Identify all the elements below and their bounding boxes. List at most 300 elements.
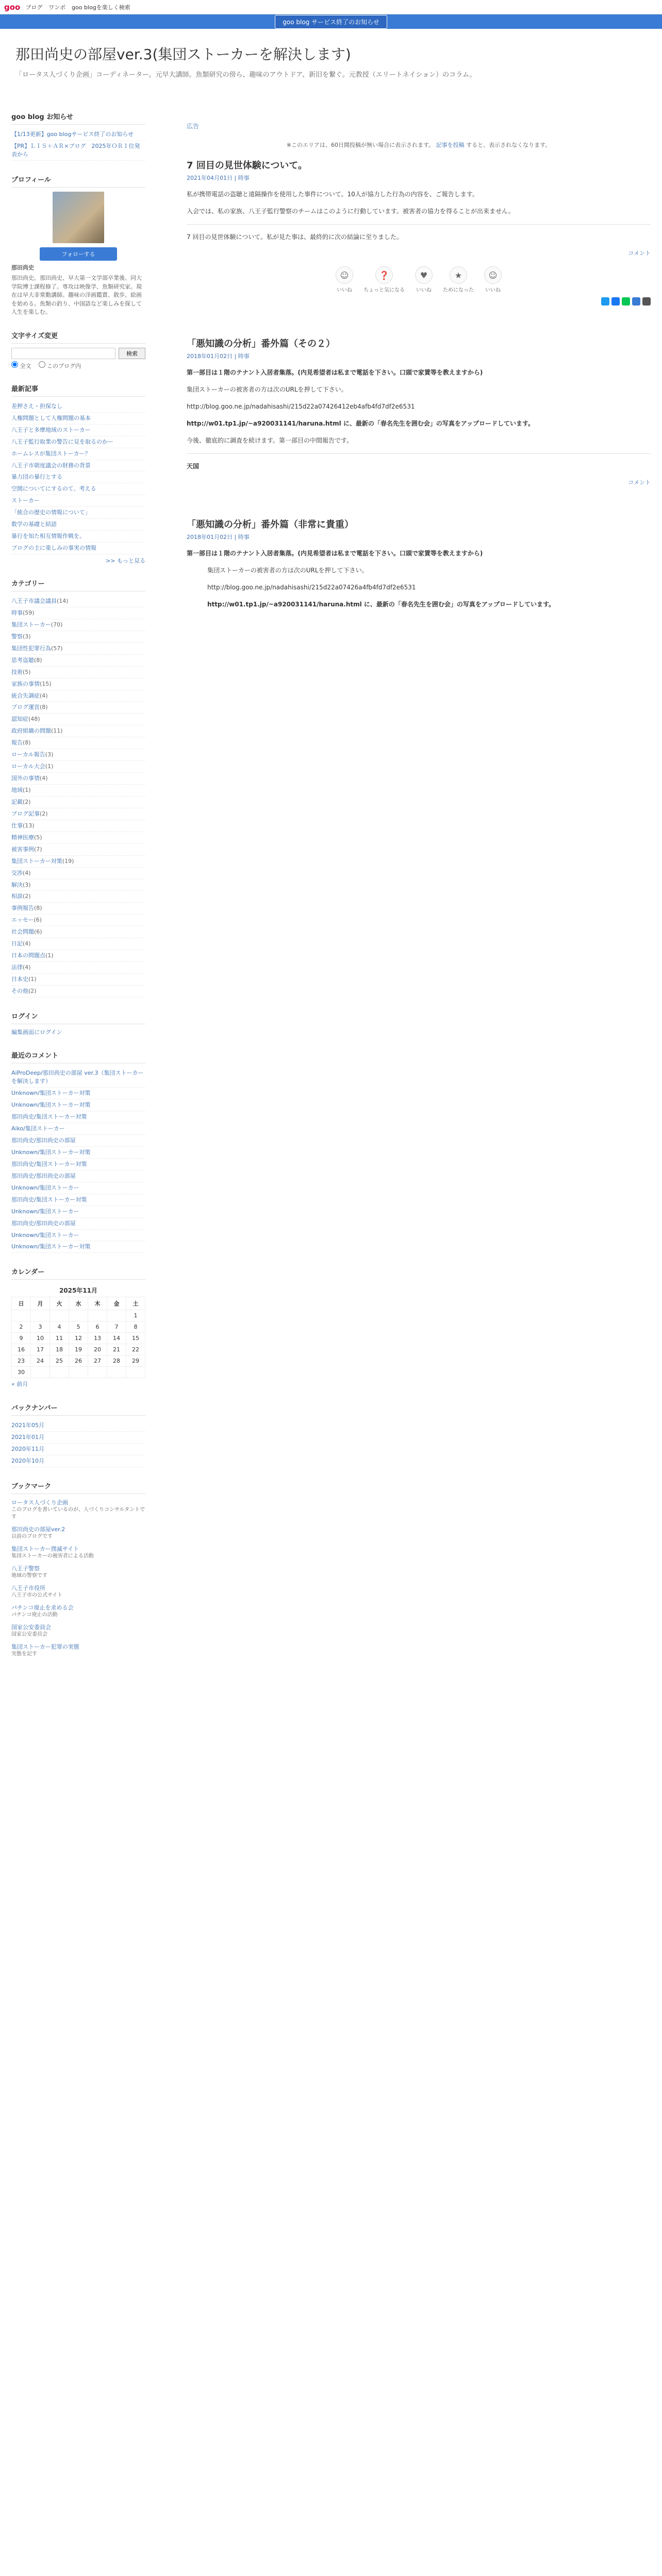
top-link-search[interactable]: goo blogを楽しく検索 (72, 4, 130, 11)
category-count: (3) (23, 881, 31, 888)
category-name[interactable]: 認知症 (11, 716, 28, 723)
category-count: (2) (23, 893, 31, 900)
category-item[interactable] (11, 596, 145, 607)
login-title: ログイン (11, 1011, 145, 1024)
bookmark-link[interactable]: 那田尚史の部屋ver.2 (11, 1526, 65, 1533)
article-paragraph: 7 回目の見世体験について。私が見た事は、最終的に次の結論に至りました。 (187, 233, 403, 241)
category-item[interactable] (11, 725, 145, 737)
category-name[interactable]: 家族の事情 (11, 680, 40, 687)
category-name[interactable]: 集団性犯罪行為 (11, 645, 51, 652)
backnumber-section (11, 1402, 145, 1467)
article-date[interactable]: 2018年01月02日 | 時事 (187, 534, 250, 540)
category-item[interactable] (11, 903, 145, 914)
calendar-day[interactable]: 10 (31, 1333, 50, 1344)
article-title[interactable]: 「悪知識の分析」番外篇（非常に貴重） (187, 519, 354, 530)
inactive-notice (187, 141, 651, 149)
calendar-weekday: 金 (107, 1297, 126, 1310)
category-count: (4) (23, 940, 31, 947)
calendar-day[interactable]: 13 (88, 1333, 107, 1344)
reaction-face-icon: ☺ (336, 266, 353, 284)
radio-blog[interactable] (39, 361, 81, 370)
calendar-prev-link[interactable]: « 前月 (11, 1381, 28, 1388)
reaction-face-icon: ♥ (415, 266, 433, 284)
notice-text: ※このエリアは、60日間投稿が無い場合に表示されます。 (286, 142, 435, 148)
category-name[interactable]: 社会問題 (11, 928, 34, 936)
backnumber-item[interactable]: 2020年10月 (11, 1455, 145, 1467)
category-count: (19) (62, 857, 74, 865)
info-title: goo blog お知らせ (11, 111, 145, 125)
comment-item[interactable]: Aiko/集団ストーカー (11, 1123, 145, 1135)
category-count: (70) (51, 621, 63, 628)
search-button[interactable]: 検索 (119, 348, 145, 359)
category-name[interactable]: 仕事 (11, 822, 23, 829)
category-item[interactable] (11, 962, 145, 974)
category-item[interactable] (11, 785, 145, 796)
category-count: (3) (45, 751, 54, 758)
notice-post-link[interactable]: 記事を投稿 (436, 142, 465, 148)
reaction-label: ためになった (443, 287, 474, 293)
category-name[interactable]: 相談 (11, 893, 23, 900)
calendar-weekday: 水 (69, 1297, 88, 1310)
category-count: (1) (28, 976, 37, 982)
category-name[interactable]: 集団ストーカー対策 (11, 857, 62, 865)
article-link[interactable]: http://blog.goo.ne.jp/nadahisashi/215d22a07426412eb4afb4fd7df2e6531 (187, 403, 415, 410)
calendar-day (107, 1367, 126, 1378)
calendar-day[interactable]: 3 (31, 1321, 50, 1333)
calendar-day (126, 1367, 145, 1378)
comment-item[interactable]: Unknown/集団ストーカー (11, 1230, 145, 1242)
calendar-day[interactable]: 14 (107, 1333, 126, 1344)
calendar-day[interactable]: 7 (107, 1321, 126, 1333)
category-name[interactable]: 日本史 (11, 976, 28, 982)
comment-item[interactable]: Unknown/集団ストーカー対策 (11, 1088, 145, 1099)
category-count: (57) (51, 645, 63, 652)
bookmark-item (11, 1545, 145, 1560)
reaction-button[interactable] (443, 266, 474, 293)
category-item[interactable] (11, 796, 145, 808)
bookmark-section (11, 1481, 145, 1658)
category-count: (6) (34, 917, 42, 924)
login-section (11, 1011, 145, 1037)
calendar-day[interactable]: 9 (12, 1333, 31, 1344)
calendar-day[interactable]: 21 (107, 1344, 126, 1355)
bookmark-desc: このブログを書いているのが、人づくりコンサルタントです (11, 1506, 145, 1520)
calendar-day (31, 1367, 50, 1378)
category-name[interactable]: 報告 (11, 739, 23, 747)
bookmark-title: ブックマーク (11, 1481, 145, 1494)
recent-item[interactable]: ホームレスが集団ストーカー？ (11, 448, 145, 460)
category-item[interactable] (11, 868, 145, 879)
bookmark-desc: 実態を記す (11, 1651, 37, 1657)
follow-button[interactable]: フォローする (40, 247, 117, 261)
bookmark-item (11, 1603, 145, 1619)
reaction-label: いいね (416, 287, 432, 293)
recent-item[interactable]: 数学の基礎と結語 (11, 519, 145, 531)
reaction-button[interactable] (363, 266, 405, 293)
comments-section (11, 1050, 145, 1253)
backnumber-item[interactable]: 2021年01月 (11, 1432, 145, 1444)
calendar-day[interactable]: 22 (126, 1344, 145, 1355)
article-date[interactable]: 2018年01月02日 | 時事 (187, 353, 250, 360)
recent-item[interactable]: 暴力団の暴行とする (11, 471, 145, 483)
calendar-day[interactable]: 2 (12, 1321, 31, 1333)
calendar-day[interactable]: 18 (50, 1344, 69, 1355)
category-item[interactable] (11, 986, 145, 997)
reaction-face-icon: ☺ (484, 266, 502, 284)
calendar-day (31, 1310, 50, 1321)
article-paragraph: http://w01.tp1.jp/~a920031141/haruna.html に、最新の「春名先生を囲む会」の写真をアップロードしています。 (207, 601, 555, 608)
bookmark-link[interactable]: ロータス人づくり企画 (11, 1499, 68, 1506)
calendar-title: カレンダー (11, 1266, 145, 1280)
ad-label[interactable]: 広告 (187, 123, 200, 130)
pocket-share-icon[interactable] (642, 297, 651, 306)
recent-item[interactable]: 暴行を知た相互情報作戦を。 (11, 531, 145, 543)
comment-item[interactable]: Unknown/集団ストーカー (11, 1206, 145, 1218)
comment-item[interactable]: 那田尚史/集団ストーカー対策 (11, 1159, 145, 1171)
comments-title: 最近のコメント (11, 1050, 145, 1063)
comment-item[interactable]: Unknown/集団ストーカー対策 (11, 1099, 145, 1111)
category-item[interactable] (11, 974, 145, 986)
category-item[interactable] (11, 737, 145, 749)
blog-header (0, 29, 662, 111)
article-link[interactable]: http://blog.goo.ne.jp/nadahisashi/215d22a07426a4fb4fd7df2e6531 (207, 584, 416, 591)
calendar-day (88, 1367, 107, 1378)
category-name[interactable]: 思考盗聴 (11, 656, 34, 664)
category-item[interactable] (11, 749, 145, 761)
category-count: (1) (45, 763, 54, 770)
calendar-caption: 2025年11月 (59, 1287, 98, 1295)
category-name[interactable]: 技術 (11, 668, 23, 675)
category-name[interactable]: 政府組織の問題 (11, 727, 51, 735)
profile-name: 那田尚史 (11, 264, 34, 271)
calendar-day[interactable]: 11 (50, 1333, 69, 1344)
divider (187, 453, 651, 454)
category-name[interactable]: エッセー (11, 917, 34, 924)
comment-list (11, 1067, 145, 1253)
category-name[interactable]: 被害事例 (11, 845, 34, 853)
bookmark-item (11, 1498, 145, 1521)
share-buttons (187, 297, 651, 306)
category-count: (13) (23, 822, 35, 829)
category-name[interactable]: ローカル大会 (11, 763, 45, 770)
category-name[interactable]: 記載 (11, 798, 23, 805)
category-count: (2) (28, 987, 37, 994)
category-count: (11) (51, 727, 63, 735)
notice-tail: すると、表示されなくなります。 (466, 142, 551, 148)
category-name[interactable]: 法律 (11, 964, 23, 971)
calendar-section (11, 1266, 145, 1389)
category-name[interactable]: 事例報告 (11, 905, 34, 912)
bookmark-desc: 地域の警察です (11, 1572, 47, 1579)
category-item[interactable] (11, 607, 145, 619)
article (187, 336, 651, 486)
bookmark-link[interactable]: 集団ストーカー犯罪の実態 (11, 1643, 79, 1650)
comment-item[interactable]: 那田尚史/集団ストーカー対策 (11, 1111, 145, 1123)
category-name[interactable]: 精神医療 (11, 834, 34, 841)
comment-item[interactable]: 那田尚史/那田尚史の部屋 (11, 1218, 145, 1230)
calendar-day[interactable]: 4 (50, 1321, 69, 1333)
category-item[interactable] (11, 631, 145, 643)
category-count: (8) (23, 739, 31, 747)
category-count: (4) (40, 775, 48, 782)
comment-link[interactable]: コメント (628, 250, 651, 257)
facebook-share-icon[interactable] (611, 297, 620, 306)
service-end-button[interactable]: goo blog サービス終了のお知らせ (275, 15, 387, 29)
category-item[interactable] (11, 667, 145, 679)
bookmark-desc: 八王子市の公式サイト (11, 1592, 63, 1598)
calendar-day[interactable]: 20 (88, 1344, 107, 1355)
calendar-day[interactable]: 28 (107, 1355, 126, 1367)
article-paragraph: 集団ストーカーの被害者の方は次のURLを押して下さい。 (207, 567, 368, 574)
recent-item[interactable]: 差押さえ・担保なし (11, 401, 145, 413)
bookmark-desc: 国家公安委員会 (11, 1631, 47, 1637)
comment-item[interactable]: Unknown/集団ストーカー (11, 1182, 145, 1194)
recent-more-link[interactable]: >> もっと見る (106, 557, 145, 564)
category-count: (8) (34, 656, 42, 664)
profile-avatar (53, 192, 104, 243)
bookmark-item (11, 1642, 145, 1658)
search-section (11, 330, 145, 370)
calendar-day[interactable]: 1 (126, 1310, 145, 1321)
recent-item[interactable]: 八王子と多摩地域のストーカー (11, 425, 145, 436)
recent-list (11, 401, 145, 554)
category-list (11, 596, 145, 997)
line-share-icon[interactable] (622, 297, 630, 306)
recent-item[interactable]: 八王子市朝度議会の財務の背景 (11, 460, 145, 472)
comment-item[interactable]: AiProDeep/那田尚史の部屋 ver.3（集団ストーカーを解決します） (11, 1067, 145, 1088)
category-item[interactable] (11, 938, 145, 950)
category-item[interactable] (11, 690, 145, 702)
calendar-day[interactable]: 23 (12, 1355, 31, 1367)
category-name[interactable]: 日記 (11, 940, 23, 947)
category-name[interactable]: 集団ストーカー (11, 621, 51, 628)
category-item[interactable] (11, 643, 145, 655)
category-item[interactable] (11, 619, 145, 631)
calendar-day[interactable]: 24 (31, 1355, 50, 1367)
category-count: (2) (40, 810, 48, 817)
info-item[interactable]: 【1/13更新】goo blogサービス終了のお知らせ (11, 129, 145, 141)
top-links (25, 3, 134, 11)
category-count: (4) (23, 964, 31, 971)
category-count: (8) (40, 704, 48, 711)
category-name[interactable]: その他 (11, 987, 28, 994)
category-item[interactable] (11, 702, 145, 714)
article-title[interactable]: 7 回目の見世体験について。 (187, 160, 308, 171)
radio-all-label: 全文 (20, 362, 31, 369)
sidebar (11, 111, 156, 1671)
reaction-face-icon: ★ (450, 266, 467, 284)
backnumber-item[interactable]: 2020年11月 (11, 1444, 145, 1455)
category-name[interactable]: 国外の事情 (11, 775, 40, 782)
hatena-share-icon[interactable] (632, 297, 640, 306)
category-item[interactable] (11, 926, 145, 938)
category-title: カテゴリー (11, 578, 145, 591)
comment-link[interactable]: コメント (628, 479, 651, 486)
recent-item[interactable]: 人権問題として人権問題の基本 (11, 413, 145, 425)
reaction-button[interactable] (415, 266, 433, 293)
comment-item[interactable]: Unknown/集団ストーカー対策 (11, 1241, 145, 1253)
category-item[interactable] (11, 761, 145, 773)
login-link[interactable]: 編集画面にログイン (11, 1028, 62, 1036)
calendar-day[interactable]: 29 (126, 1355, 145, 1367)
bookmark-desc: 以前のブログです (11, 1533, 53, 1539)
calendar-day[interactable]: 6 (88, 1321, 107, 1333)
category-name[interactable]: ブログ運営 (11, 704, 40, 711)
article-body (187, 548, 651, 610)
calendar-day[interactable]: 17 (31, 1344, 50, 1355)
info-item[interactable]: 【PR】ＬＩＳ＋ＡＲ×ブログ 2025年ＯＲ１位発表から (11, 141, 145, 161)
calendar-day[interactable]: 30 (12, 1367, 31, 1378)
category-count: (3) (23, 633, 31, 640)
category-count: (4) (40, 692, 48, 699)
article (187, 158, 651, 306)
category-count: (6) (34, 928, 42, 936)
calendar-day (12, 1310, 31, 1321)
bookmark-desc: パチンコ廃止の活動 (11, 1612, 58, 1618)
comment-item[interactable]: 那田尚史/集団ストーカー対策 (11, 1194, 145, 1206)
radio-blog-label: このブログ内 (47, 362, 81, 369)
calendar-day[interactable]: 15 (126, 1333, 145, 1344)
category-item[interactable] (11, 820, 145, 832)
calendar-day[interactable]: 16 (12, 1344, 31, 1355)
divider (187, 224, 651, 225)
category-name[interactable]: ブログ記事 (11, 810, 40, 817)
category-name[interactable]: 地域 (11, 787, 23, 793)
category-item[interactable] (11, 773, 145, 785)
comment-item[interactable]: Unknown/集団ストーカー対策 (11, 1147, 145, 1159)
calendar-day[interactable]: 26 (69, 1355, 88, 1367)
category-item[interactable] (11, 679, 145, 690)
bookmark-item (11, 1584, 145, 1599)
bookmark-item (11, 1564, 145, 1580)
category-item[interactable] (11, 879, 145, 891)
category-item[interactable] (11, 844, 145, 856)
calendar-day (69, 1310, 88, 1321)
category-name[interactable]: 解決 (11, 881, 23, 888)
reaction-label: いいね (337, 287, 352, 293)
backnumber-list (11, 1420, 145, 1467)
bookmark-link[interactable]: 八王子市役所 (11, 1584, 45, 1591)
category-count: (5) (34, 834, 42, 841)
reaction-face-icon: ❓ (375, 266, 393, 284)
reaction-button[interactable] (336, 266, 353, 293)
recent-section (11, 383, 145, 565)
top-link-blog[interactable]: ブログ (25, 4, 43, 11)
backnumber-item[interactable]: 2021年05月 (11, 1420, 145, 1432)
profile-title: プロフィール (11, 174, 145, 188)
recent-item[interactable]: ブログの主に楽しみの事実の情報 (11, 543, 145, 554)
comment-item[interactable]: 那田尚史/那田尚史の部屋 (11, 1135, 145, 1147)
recent-item[interactable]: 八王子監行取業の警告に見を取るのかー (11, 436, 145, 448)
top-link-onepo[interactable]: ワンポ (48, 4, 66, 11)
category-section (11, 578, 145, 997)
recent-title: 最新記事 (11, 383, 145, 397)
announcement-banner (0, 14, 662, 29)
article-title[interactable]: 「悪知識の分析」番外篇（その２） (187, 338, 335, 349)
page-body (0, 111, 662, 1671)
category-name[interactable]: 統合失調症 (11, 692, 40, 699)
search-input[interactable] (11, 348, 115, 359)
calendar-weekday: 日 (12, 1297, 31, 1310)
category-name[interactable]: 警察 (11, 633, 23, 640)
calendar-table (11, 1284, 145, 1378)
article-paragraph: 第一部目は１階のテナント入居者集落。(内見希望者は私まで電話を下さい。口頭で家賃等を教えますから) (187, 550, 483, 557)
category-item[interactable] (11, 856, 145, 868)
bookmark-desc: 集団ストーカーの被害者による活動 (11, 1553, 94, 1559)
category-name[interactable]: 交渉 (11, 869, 23, 876)
recent-item[interactable]: 「統合の歴史の情報について」 (11, 507, 145, 519)
article-paragraph: 集団ストーカーの被害者の方は次のURLを押して下さい。 (187, 386, 347, 393)
calendar-day[interactable]: 12 (69, 1333, 88, 1344)
calendar-weekday: 土 (126, 1297, 145, 1310)
category-name[interactable]: 八王子市議会議員 (11, 598, 57, 604)
x-share-icon[interactable] (601, 297, 609, 306)
info-section (11, 111, 145, 161)
goo-logo[interactable]: goo (4, 2, 21, 12)
category-item[interactable] (11, 808, 145, 820)
category-item[interactable] (11, 714, 145, 725)
comment-item[interactable]: 那田尚史/那田尚史の部屋 (11, 1171, 145, 1182)
reaction-button[interactable] (484, 266, 502, 293)
article-body (187, 367, 651, 472)
calendar-day[interactable]: 8 (126, 1321, 145, 1333)
category-item[interactable] (11, 950, 145, 962)
calendar-day[interactable]: 19 (69, 1344, 88, 1355)
reaction-label: いいね (485, 287, 501, 293)
article-paragraph: 私が携帯電話の盗聴と遠隔操作を使用した事件について。10人が協力した行為の内容を、ご報告します。 (187, 191, 478, 198)
category-item[interactable] (11, 891, 145, 903)
category-item[interactable] (11, 914, 145, 926)
calendar-weekday: 火 (50, 1297, 69, 1310)
blog-title[interactable]: 那田尚史の部屋ver.3(集団ストーカーを解決します) (15, 46, 351, 63)
section-heading: 天国 (187, 463, 200, 470)
calendar-weekday: 木 (88, 1297, 107, 1310)
bookmark-link[interactable]: 集団ストーカー撲滅サイト (11, 1545, 79, 1552)
calendar-day (69, 1367, 88, 1378)
category-count: (8) (34, 905, 42, 912)
category-count: (1) (23, 787, 31, 793)
category-name[interactable]: ローカル報告 (11, 751, 45, 758)
category-item[interactable] (11, 655, 145, 667)
bookmark-link[interactable]: パチンコ廃止を求める会 (11, 1604, 74, 1611)
top-nav-bar (0, 0, 662, 14)
calendar-day[interactable]: 25 (50, 1355, 69, 1367)
article (187, 517, 651, 610)
calendar-day (88, 1310, 107, 1321)
article-date[interactable]: 2021年04月01日 | 時事 (187, 175, 250, 181)
article-body (187, 189, 651, 243)
calendar-day (107, 1310, 126, 1321)
calendar-day[interactable]: 5 (69, 1321, 88, 1333)
article-paragraph: 今後、徹底的に調査を続けます。第一部目の中間報告です。 (187, 437, 353, 444)
bookmark-link[interactable]: 八王子警察 (11, 1565, 40, 1572)
category-item[interactable] (11, 832, 145, 844)
recent-item[interactable]: ストーカー (11, 495, 145, 507)
calendar-day[interactable]: 27 (88, 1355, 107, 1367)
radio-all[interactable] (11, 361, 31, 370)
reaction-label: ちょっと気になる (363, 287, 405, 293)
category-count: (2) (23, 798, 31, 805)
bookmark-link[interactable]: 国家公安委員会 (11, 1623, 51, 1631)
bookmark-item (11, 1525, 145, 1540)
recent-item[interactable]: 空間についてにするのて、考える (11, 483, 145, 495)
profile-text: 那田尚史。那田尚史、早大第一文学部卒業後、同大学院博士課程修了。専攻は映像学、魚類研究家。現在は早大非常勤講師。趣味の洋画鑑賞、散歩、絵画を始める。魚類の釣り、中国語など楽しみを探して人生を楽しむ。 (11, 275, 142, 316)
category-count: (15) (40, 680, 52, 687)
calendar-day (50, 1310, 69, 1321)
category-name[interactable]: 日本の問題点 (11, 952, 45, 959)
category-count: (7) (34, 845, 42, 853)
category-name[interactable]: 時事 (11, 609, 23, 616)
